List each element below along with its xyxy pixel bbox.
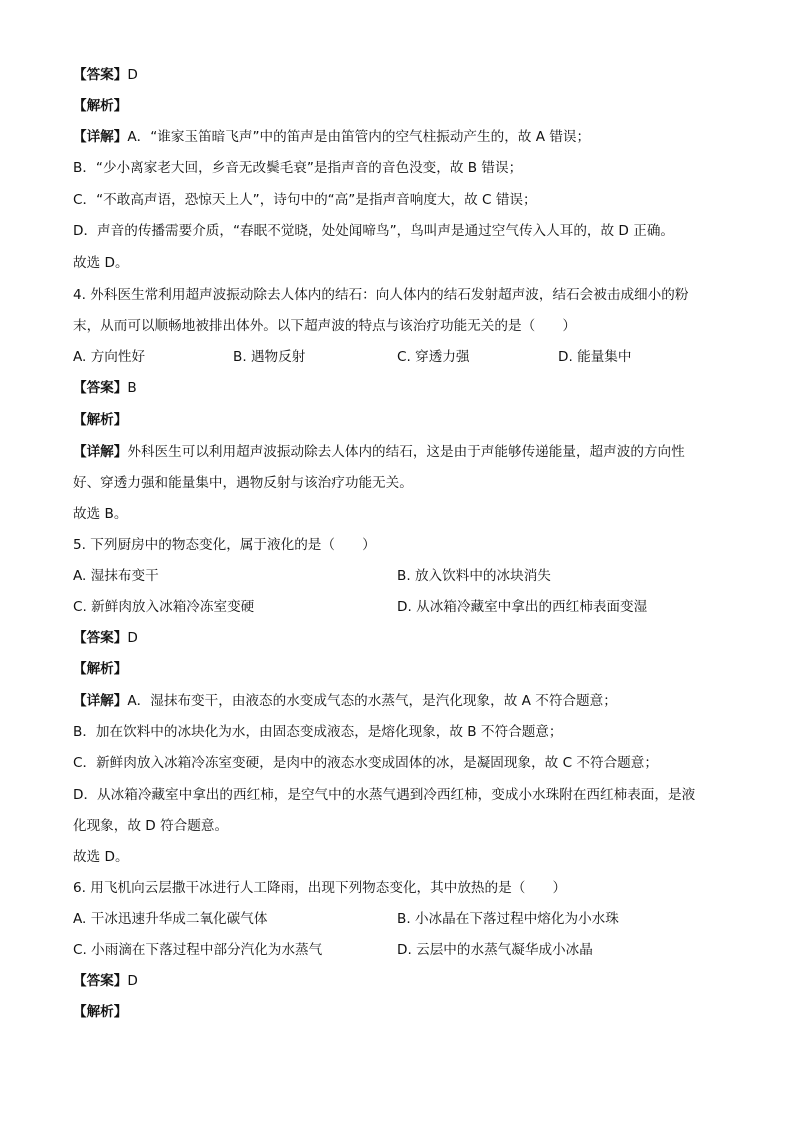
q6-option-b: B. 小冰晶在下落过程中熔化为小水珠 (397, 911, 619, 927)
q3-option-d-explanation: D．声音的传播需要介质，“春眠不觉晓，处处闻啼鸟”，鸟叫声是通过空气传入人耳的，故 D 正确。 (73, 223, 675, 239)
q5-analysis: 【解析】 (73, 661, 128, 677)
q5-stem: 5. 下列厨房中的物态变化，属于液化的是（ ） (73, 537, 376, 553)
q5-option-a: A. 湿抹布变干 (73, 568, 159, 584)
q4-detail-line-1: 【详解】外科医生可以利用超声波振动除去人体内的结石，这是由于声能够传递能量，超声波的方向性 (73, 444, 685, 460)
q3-choose: 故选 D。 (73, 255, 129, 271)
q4-stem-line-2: 末，从而可以顺畅地被排出体外。以下超声波的特点与该治疗功能无关的是（ ） (73, 318, 576, 334)
q3-answer: 【答案】D (73, 67, 138, 83)
q6-option-a: A. 干冰迅速升华成二氧化碳气体 (73, 911, 268, 927)
q4-choose: 故选 B。 (73, 506, 128, 522)
q4-analysis: 【解析】 (73, 412, 128, 428)
q5-option-c: C. 新鲜肉放入冰箱冷冻室变硬 (73, 599, 255, 615)
q5-detail: 【详解】A．湿抹布变干，由液态的水变成气态的水蒸气，是汽化现象，故 A 不符合题意； (73, 693, 617, 709)
q6-answer: 【答案】D (73, 973, 138, 989)
q3-option-c-explanation: C．“不敢高声语，恐惊天上人”，诗句中的“高”是指声音响度大，故 C 错误； (73, 192, 537, 208)
q6-stem: 6. 用飞机向云层撒干冰进行人工降雨，出现下列物态变化，其中放热的是（ ） (73, 880, 567, 896)
q6-analysis: 【解析】 (73, 1004, 128, 1020)
q5-answer: 【答案】D (73, 630, 138, 646)
q3-analysis: 【解析】 (73, 98, 128, 114)
q4-stem-line-1: 4. 外科医生常利用超声波振动除去人体内的结石：向人体内的结石发射超声波，结石会被击成细小的粉 (73, 287, 689, 303)
q4-option-b: B. 遇物反射 (233, 349, 306, 365)
q6-option-d: D. 云层中的水蒸气凝华成小冰晶 (397, 942, 593, 958)
q4-option-d: D. 能量集中 (558, 349, 632, 365)
q5-option-d-explanation-line-1: D．从冰箱冷藏室中拿出的西红柿，是空气中的水蒸气遇到冷西红柿，变成小水珠附在西红柿表面，是液 (73, 787, 696, 803)
q5-option-b-explanation: B．加在饮料中的冰块化为水，由固态变成液态，是熔化现象，故 B 不符合题意； (73, 724, 563, 740)
q5-choose: 故选 D。 (73, 849, 129, 865)
q3-option-b-explanation: B．“少小离家老大回，乡音无改鬓毛衰”是指声音的音色没变，故 B 错误； (73, 160, 523, 176)
q5-option-d-explanation-line-2: 化现象，故 D 符合题意。 (73, 818, 229, 834)
q4-answer: 【答案】B (73, 380, 137, 396)
q6-option-c: C. 小雨滴在下落过程中部分汽化为水蒸气 (73, 942, 323, 958)
q4-detail-line-2: 好、穿透力强和能量集中，遇物反射与该治疗功能无关。 (73, 475, 413, 491)
q5-option-b: B. 放入饮料中的冰块消失 (397, 568, 551, 584)
q4-option-c: C. 穿透力强 (397, 349, 470, 365)
q5-option-d: D. 从冰箱冷藏室中拿出的西红柿表面变湿 (397, 599, 648, 615)
q3-detail: 【详解】A．“谁家玉笛暗飞声”中的笛声是由笛管内的空气柱振动产生的，故 A 错误； (73, 129, 591, 145)
q5-option-c-explanation: C．新鲜肉放入冰箱冷冻室变硬，是肉中的液态水变成固体的冰，是凝固现象，故 C 不符合题意； (73, 755, 658, 771)
q4-option-a: A. 方向性好 (73, 349, 146, 365)
